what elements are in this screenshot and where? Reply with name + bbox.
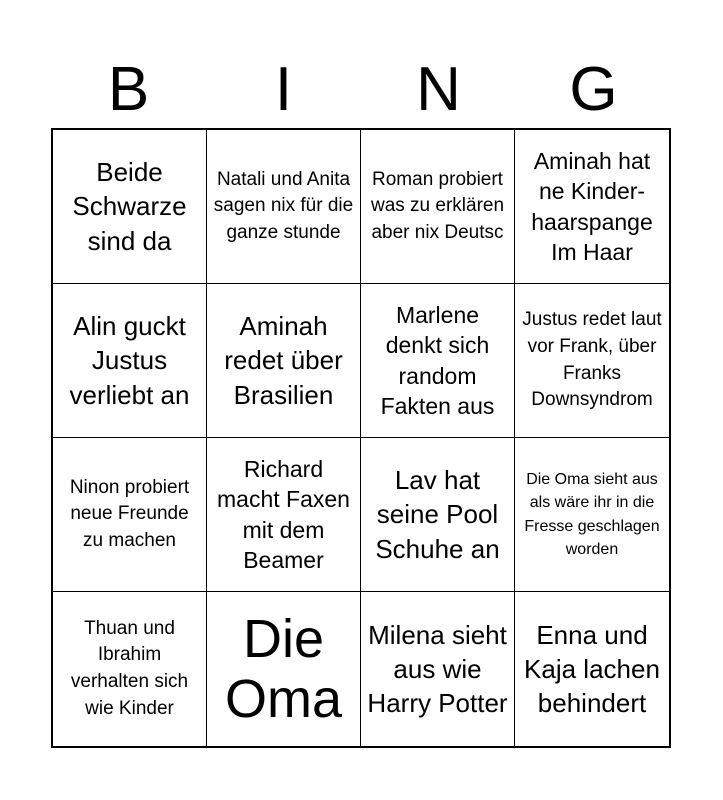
- header-letter-n: N: [416, 55, 461, 124]
- bingo-cell-text: Alin guckt Justus verliebt an: [69, 311, 190, 410]
- bingo-cell: [515, 130, 669, 284]
- bingo-cell-text: Milena sieht aus wie Harry Potter: [367, 619, 508, 719]
- bingo-cell: [53, 438, 207, 592]
- bingo-cell: [361, 284, 515, 438]
- header-letter-g: G: [569, 55, 618, 124]
- bingo-cell-text: Lav hat seine Pool Schuhe an: [375, 465, 500, 564]
- bingo-cell-text: Richard macht Faxen mit dem Beamer: [217, 455, 350, 573]
- bingo-cell: [207, 592, 361, 746]
- bingo-cell-text: Aminah redet über Brasilien: [224, 311, 343, 410]
- bingo-cell-text: Ninon probiert neue Freunde zu machen: [69, 476, 190, 551]
- bingo-grid: [51, 128, 671, 748]
- bingo-cell: [53, 592, 207, 746]
- bingo-cell: [515, 284, 669, 438]
- bingo-cell: [361, 130, 515, 284]
- bingo-header: [51, 52, 671, 128]
- bingo-cell-text: Die Oma: [224, 608, 343, 729]
- bingo-cell: [207, 130, 361, 284]
- header-letter-i: I: [274, 55, 293, 124]
- bingo-cell-text: Enna und Kaja lachen behindert: [524, 619, 660, 719]
- bingo-cell-text: Natali und Anita sagen nix für die ganze stunde: [213, 168, 354, 243]
- bingo-cell: [207, 438, 361, 592]
- bingo-cell: [361, 438, 515, 592]
- bingo-cell: [515, 592, 669, 746]
- bingo-cell-text: Marlene denkt sich random Fakten aus: [380, 301, 495, 419]
- header-letter-b: B: [107, 55, 150, 124]
- bingo-cell: [207, 284, 361, 438]
- bingo-cell-text: Beide Schwarze sind da: [72, 157, 187, 256]
- bingo-cell: [53, 130, 207, 284]
- bingo-cell-text: Thuan und Ibrahim verhalten sich wie Kinder: [70, 617, 189, 719]
- bingo-cell: [515, 438, 669, 592]
- bingo-cell-text: Aminah hat ne Kinder-haarspange Im Haar: [531, 147, 653, 265]
- bingo-cell-text: Die Oma sieht aus als wäre ihr in die Fresse geschlagen worden: [524, 471, 660, 558]
- bingo-cell: [361, 592, 515, 746]
- bingo-cell: [53, 284, 207, 438]
- bingo-cell-text: Justus redet laut vor Frank, über Franks Downsyndrom: [522, 309, 662, 411]
- bingo-cell-text: Roman probiert was zu erklären aber nix Deutsc: [370, 168, 505, 243]
